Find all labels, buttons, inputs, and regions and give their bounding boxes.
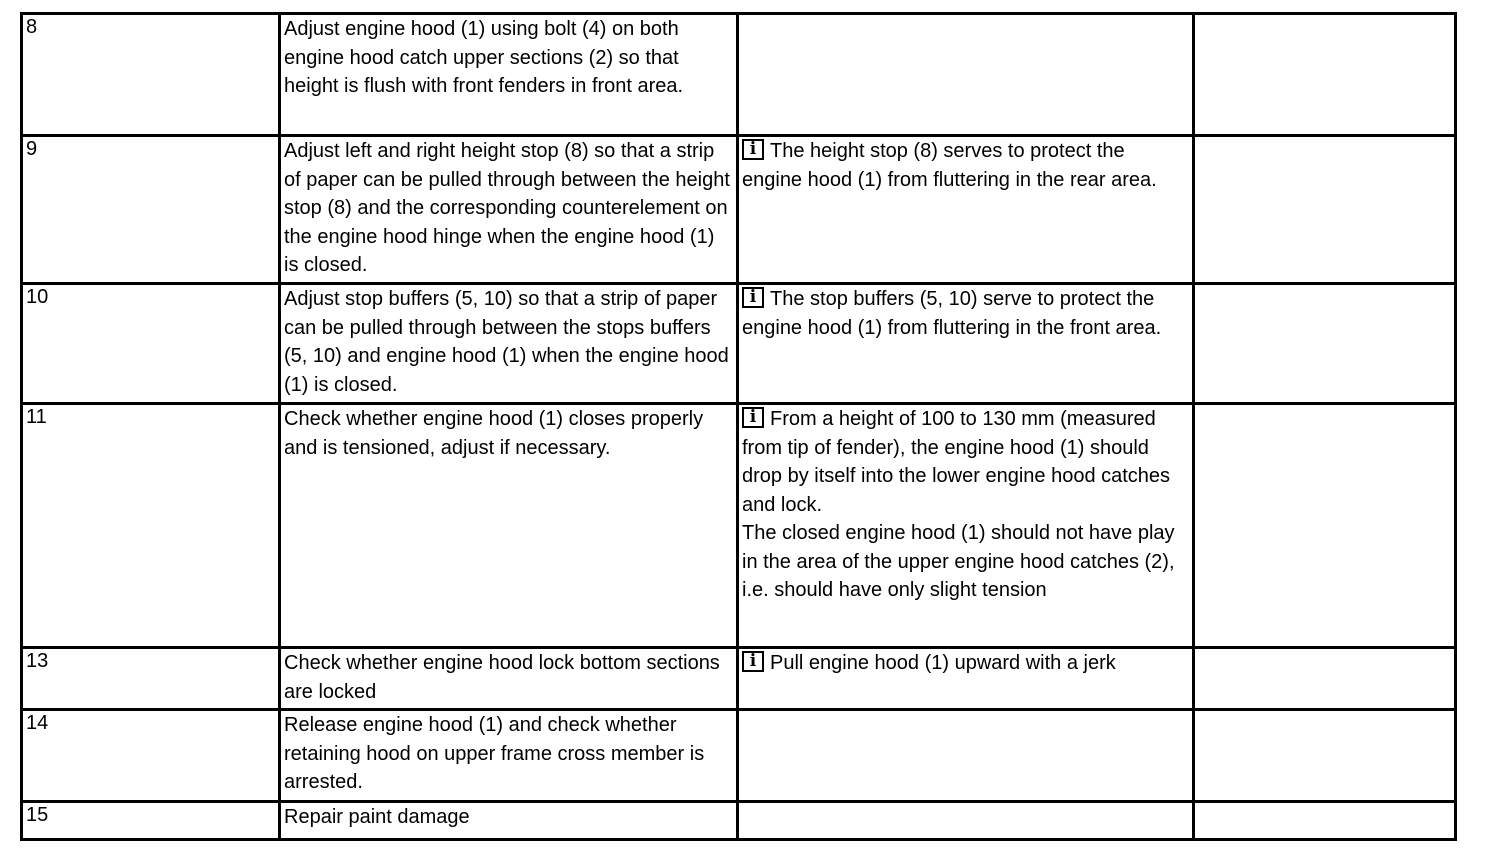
table-row (22, 802, 1456, 840)
step-note (738, 14, 1194, 136)
step-number: 15 (26, 804, 49, 826)
table-row (22, 648, 1456, 710)
table-row (22, 136, 1456, 284)
step-action: Check whether engine hood (1) closes properly and is tensioned, adjust if necessary. (280, 404, 738, 648)
info-icon: i (742, 651, 764, 672)
step-extra (1194, 648, 1456, 710)
work-steps-table (20, 12, 1457, 841)
note-text: The stop buffers (5, 10) serve to protect the engine hood (1) from fluttering in the front area. (742, 288, 1162, 339)
step-note (738, 284, 1194, 404)
step-number-cell (22, 284, 280, 404)
step-extra (1194, 802, 1456, 840)
table-row (22, 710, 1456, 802)
step-number: 10 (26, 286, 49, 308)
table-row (22, 284, 1456, 404)
step-action: Adjust left and right height stop (8) so that a strip of paper can be pulled through between the height stop (8) and the corresponding counterelement on the engine hood hinge when the engine hood (1) is closed. (280, 136, 738, 284)
info-icon: i (742, 139, 764, 160)
info-icon: i (742, 407, 764, 428)
step-extra (1194, 136, 1456, 284)
table-row (22, 14, 1456, 136)
note-text: From a height of 100 to 130 mm (measured from tip of fender), the engine hood (1) should drop by itself into the lower engine hood catches and lock. (742, 408, 1171, 516)
note-text: The height stop (8) serves to protect the engine hood (1) from fluttering in the rear area. (742, 140, 1157, 191)
step-number-cell (22, 404, 280, 648)
step-note (738, 710, 1194, 802)
step-note (738, 136, 1194, 284)
info-icon: i (742, 287, 764, 308)
step-number: 14 (26, 712, 49, 734)
step-action: Adjust engine hood (1) using bolt (4) on both engine hood catch upper sections (2) so that height is flush with front fenders in front area. (280, 14, 738, 136)
note-text-continued: The closed engine hood (1) should not have play in the area of the upper engine hood catches (2), i.e. should have only slight tension (742, 522, 1175, 601)
step-number-cell (22, 136, 280, 284)
step-number: 13 (26, 650, 49, 672)
step-extra (1194, 710, 1456, 802)
step-number-cell (22, 14, 280, 136)
step-number-cell (22, 710, 280, 802)
table-row (22, 404, 1456, 648)
step-note (738, 648, 1194, 710)
step-number: 11 (26, 406, 47, 428)
step-note (738, 802, 1194, 840)
step-action: Check whether engine hood lock bottom sections are locked (280, 648, 738, 710)
step-note (738, 404, 1194, 648)
step-number-cell (22, 802, 280, 840)
step-number: 9 (26, 138, 38, 160)
step-number: 8 (26, 16, 38, 38)
step-action: Adjust stop buffers (5, 10) so that a strip of paper can be pulled through between the stops buffers (5, 10) and engine hood (1) when the engine hood (1) is closed. (280, 284, 738, 404)
step-extra (1194, 14, 1456, 136)
step-extra (1194, 404, 1456, 648)
step-action: Release engine hood (1) and check whether retaining hood on upper frame cross member is arrested. (280, 710, 738, 802)
note-text: Pull engine hood (1) upward with a jerk (770, 652, 1116, 674)
step-extra (1194, 284, 1456, 404)
step-number-cell (22, 648, 280, 710)
step-action: Repair paint damage (280, 802, 738, 840)
